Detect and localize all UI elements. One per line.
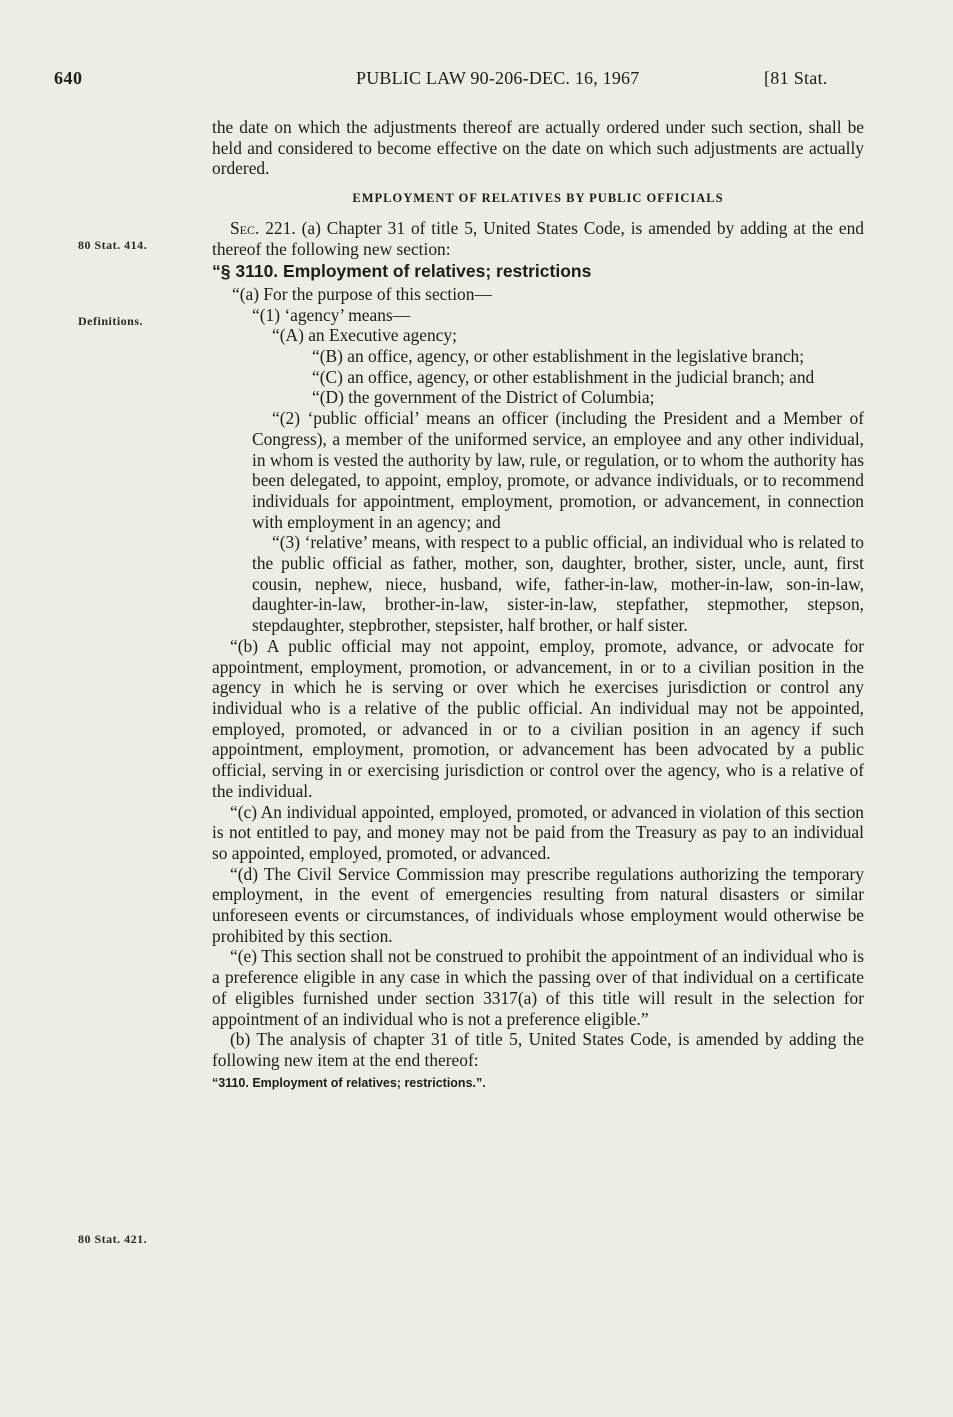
sec-label: Sec. 221. bbox=[230, 217, 296, 238]
subsection-b: “(b) A public official may not appoint, employ, promote, advance, or advocate for appointment, employment, promotion, or advancement, in or to a civilian position in the agency in which he is serving or over which he exercises jurisdiction or control any individual who is a relative of the public official. An individual may not be appointed, employed, promoted, or advanced in or to a civilian position in an agency if such appointment, employment, promotion, or advancement has been advocated by a public official, serving in or exercising jurisdiction or control over the agency, who is a relative of the individual. bbox=[212, 635, 864, 801]
section-heading: EMPLOYMENT OF RELATIVES BY PUBLIC OFFICIALS bbox=[352, 191, 724, 206]
page-number: 640 bbox=[54, 68, 83, 88]
sec-221-a bbox=[212, 218, 864, 259]
definition-1-intro: “(1) ‘agency’ means— bbox=[252, 304, 411, 325]
stat-reference: [81 Stat. bbox=[764, 68, 828, 88]
page-body bbox=[212, 117, 864, 1093]
definition-1-d: “(D) the government of the District of Columbia; bbox=[312, 387, 655, 408]
margin-note-definitions: Definitions. bbox=[78, 314, 144, 328]
opening-paragraph: the date on which the adjustments thereof are actually ordered under such section, shall be held and considered to become effective on the date on which such adjustments are actually ordered. bbox=[212, 117, 864, 179]
definition-1-a: “(A) an Executive agency; bbox=[272, 325, 457, 346]
margin-note-stat-421: 80 Stat. 421. bbox=[78, 1232, 148, 1246]
subsection-e: “(e) This section shall not be construed to prohibit the appointment of an individual who is a preference eligible in any case in which the passing over of that individual on a certificate of eligibles furnished under section 3317(a) of this title will result in the selection for appointment of an individual who is not a preference eligible.” bbox=[212, 946, 864, 1029]
subsection-c: “(c) An individual appointed, employed, promoted, or advanced in violation of this section is not entitled to pay, and money may not be paid from the Treasury as pay to an individual so appointed, employed, promoted, or advanced. bbox=[212, 801, 864, 863]
definition-2: “(2) ‘public official’ means an officer (including the President and a Member of Congress), a member of the uniformed service, an employee and any other individual, in whom is vested the authority by law, rule, or regulation, or to whom the authority has been delegated, to appoint, employ, promote, or advance individuals, or to recommend individuals for appointment, employment, promotion, or advancement, in connection with employment in an agency; and bbox=[252, 408, 864, 532]
margin-note-stat-414: 80 Stat. 414. bbox=[78, 238, 148, 252]
sec-221-b: (b) The analysis of chapter 31 of title 5, United States Code, is amended by adding the following new item at the end thereof: bbox=[212, 1029, 864, 1070]
sec-221-a-text: (a) Chapter 31 of title 5, United States Code, is amended by adding at the end thereof the following new section: bbox=[212, 217, 864, 259]
definition-1-b: “(B) an office, agency, or other establishment in the legislative branch; bbox=[312, 346, 805, 367]
running-title: PUBLIC LAW 90-206-DEC. 16, 1967 bbox=[356, 68, 640, 88]
definition-1-c: “(C) an office, agency, or other establishment in the judicial branch; and bbox=[312, 366, 815, 387]
definition-3: “(3) ‘relative’ means, with respect to a public official, an individual who is related to the public official as father, mother, son, daughter, brother, sister, uncle, aunt, first cousin, nephew, niece, husband, wife, father-in-law, mother-in-law, son-in-law, daughter-in-law, brother-in-law, sister-in-law, stepfather, stepmother, stepson, stepdaughter, stepbrother, stepsister, half brother, or half sister. bbox=[252, 532, 864, 636]
subsection-a-intro: “(a) For the purpose of this section— bbox=[232, 283, 492, 304]
subsection-d: “(d) The Civil Service Commission may prescribe regulations authorizing the temporary employment, in the event of emergencies resulting from natural disasters or similar unforeseen events or circumstances, of individuals whose employment would otherwise be prohibited by this section. bbox=[212, 863, 864, 946]
analysis-item: “3110. Employment of relatives; restrictions.”. bbox=[212, 1075, 486, 1090]
section-3110-title: “§ 3110. Employment of relatives; restrictions bbox=[212, 261, 592, 282]
